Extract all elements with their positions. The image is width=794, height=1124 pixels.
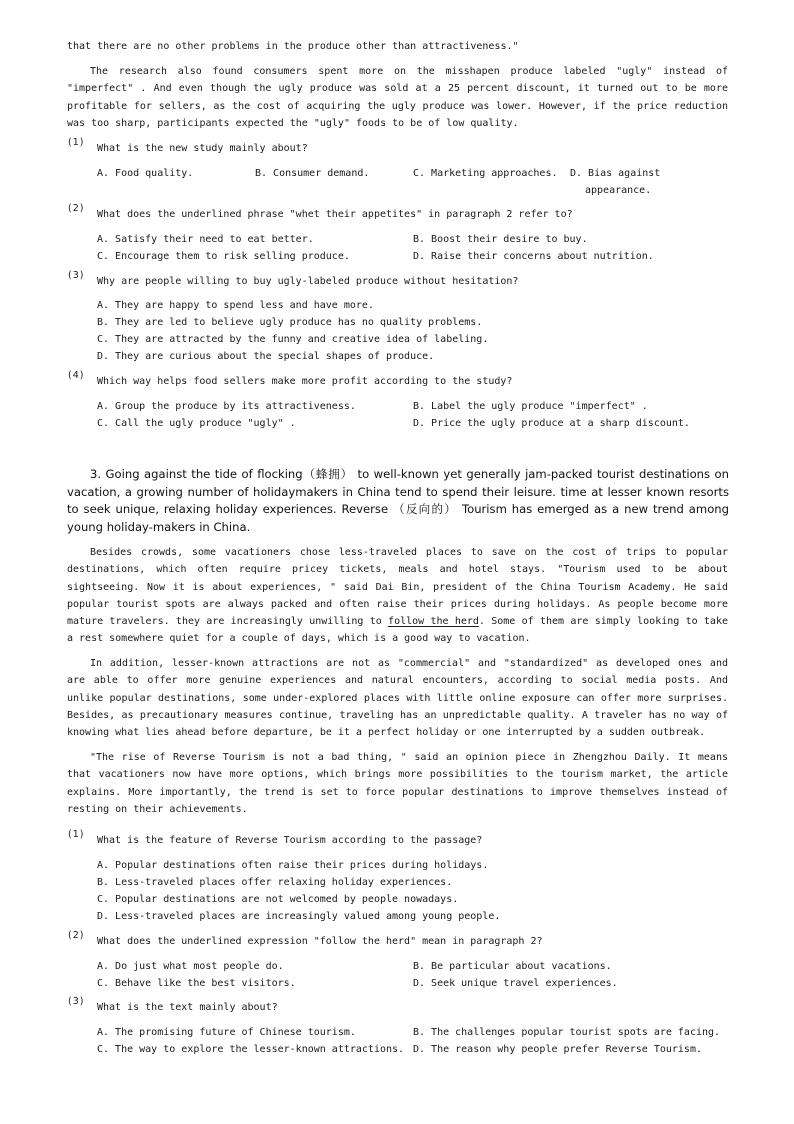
question-text: What does the underlined expression "follow the herd" mean in paragraph 2? bbox=[97, 936, 543, 947]
question-number: (1) bbox=[68, 829, 85, 840]
option-b: B. The challenges popular tourist spots are facing. bbox=[413, 1027, 721, 1038]
question-text: Why are people willing to buy ugly-labeled produce without hesitation? bbox=[97, 276, 519, 287]
option-d: D. Bias against bbox=[570, 168, 661, 179]
option-a: A. Food quality. bbox=[97, 168, 194, 179]
option-d-continued: appearance. bbox=[585, 185, 652, 196]
question-text: What is the feature of Reverse Tourism according to the passage? bbox=[97, 835, 483, 846]
paragraph-4: "The rise of Reverse Tourism is not a bad thing, " said an opinion piece in Zhengzhou Daily. It means that vacationers now have more options, which brings more possibilities to the tourism market, the article explains. More importantly, the trend is set to force popular destinations to improve themselves instead of resting on their achievements. bbox=[67, 752, 728, 815]
option-a: A. Satisfy their need to eat better. bbox=[97, 234, 314, 245]
option-b: B. They are led to believe ugly produce has no quality problems. bbox=[97, 317, 483, 328]
option-b: B. Consumer demand. bbox=[255, 168, 370, 179]
paragraph-2 bbox=[67, 544, 728, 648]
question-number: (1) bbox=[68, 137, 85, 148]
research-paragraph: The research also found consumers spent more on the misshapen produce labeled "ugly" instead of "imperfect" . And even though the ugly produce was sold at a 25 percent discount, it turned out to be more profitable for sellers, as the cost of acquiring the ugly produce was lower. However, if the price reduction was too sharp, participants expected the "ugly" foods to be of low quality. bbox=[67, 66, 728, 129]
option-c: C. Marketing approaches. bbox=[413, 168, 558, 179]
question-text: Which way helps food sellers make more profit according to the study? bbox=[97, 376, 513, 387]
option-c: C. Call the ugly produce "ugly" . bbox=[97, 418, 296, 429]
option-b: B. Less-traveled places offer relaxing holiday experiences. bbox=[97, 877, 453, 888]
option-a: A. Popular destinations often raise their prices during holidays. bbox=[97, 860, 489, 871]
paragraph-2-text-end: . Some of them are simply looking to take a rest somewhere quiet for a couple of days, which is a good way to vacation. bbox=[67, 616, 728, 645]
option-b: B. Label the ugly produce "imperfect" . bbox=[413, 401, 648, 412]
option-d: D. Price the ugly produce at a sharp discount. bbox=[413, 418, 690, 429]
option-d: D. They are curious about the special shapes of produce. bbox=[97, 351, 435, 362]
option-a: A. They are happy to spend less and have more. bbox=[97, 300, 374, 311]
option-d: D. Seek unique travel experiences. bbox=[413, 978, 618, 989]
option-a: A. Do just what most people do. bbox=[97, 961, 284, 972]
option-d: D. The reason why people prefer Reverse Tourism. bbox=[413, 1044, 702, 1055]
option-d: D. Raise their concerns about nutrition. bbox=[413, 251, 654, 262]
option-b: B. Be particular about vacations. bbox=[413, 961, 612, 972]
question-text: What is the text mainly about? bbox=[97, 1002, 278, 1013]
option-a: A. The promising future of Chinese tourism. bbox=[97, 1027, 356, 1038]
question-text: What is the new study mainly about? bbox=[97, 143, 308, 154]
question-number: (3) bbox=[68, 270, 85, 281]
option-c: C. Encourage them to risk selling produce. bbox=[97, 251, 350, 262]
option-c: C. Behave like the best visitors. bbox=[97, 978, 296, 989]
option-d: D. Less-traveled places are increasingly valued among young people. bbox=[97, 911, 501, 922]
option-c: C. They are attracted by the funny and creative idea of labeling. bbox=[97, 334, 489, 345]
underlined-phrase: follow the herd bbox=[388, 616, 479, 628]
question-number: (2) bbox=[68, 203, 85, 214]
paragraph-2-text: Besides crowds, some vacationers chose less-traveled places to save on the cost of trips to popular destinations, which often require pricey tickets, meals and hotel stays. "Tourism used to be about sightseeing. Now it is about experiences, " said Dai Bin, president of the China Tourism Academy. He said popular tourist spots are always packed and often raise their prices during holidays. As people become more mature travelers. they are increasingly unwilling to bbox=[67, 547, 728, 628]
paragraph-3: In addition, lesser-known attractions are not as "commercial" and "standardized" as developed ones and are able to offer more genuine experiences and natural encounters, according to social media posts. And unlike popular destinations, some under-explored places with little online exposure can offer more surprises. Besides, as precautionary measures continue, traveling has an unpredictable quality. A traveler has no way of knowing what lies ahead before departure, be it a perfect holiday or one interrupted by a sudden outbreak. bbox=[67, 658, 728, 739]
carry-over-line: that there are no other problems in the produce other than attractiveness." bbox=[67, 41, 519, 52]
option-a: A. Group the produce by its attractiveness. bbox=[97, 401, 356, 412]
question-number: (2) bbox=[68, 930, 85, 941]
option-c: C. Popular destinations are not welcomed by people nowadays. bbox=[97, 894, 459, 905]
question-text: What does the underlined phrase "whet their appetites" in paragraph 2 refer to? bbox=[97, 209, 573, 220]
option-b: B. Boost their desire to buy. bbox=[413, 234, 588, 245]
question-number: (4) bbox=[68, 370, 85, 381]
option-c: C. The way to explore the lesser-known attractions. bbox=[97, 1044, 405, 1055]
question-number: (3) bbox=[68, 996, 85, 1007]
passage-3-heading: 3. Going against the tide of flocking（蜂拥） to well-known yet generally jam-packed tourist destinations on vacation, a growing number of holidaymakers in China tend to spend their leisure. time at lesser known resorts to seek unique, relaxing holiday experiences. Reverse （反向的） Tourism has emerged as a new trend among young holiday-makers in China. bbox=[67, 467, 729, 534]
